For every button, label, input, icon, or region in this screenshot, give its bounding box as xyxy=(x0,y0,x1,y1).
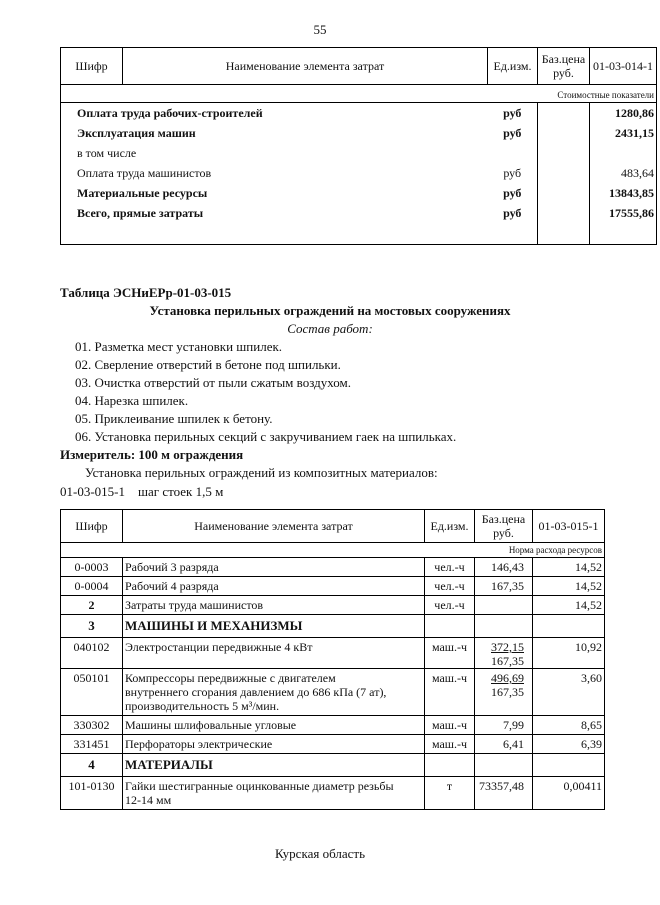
resource-row xyxy=(61,577,605,596)
resource-price-secondary: 167,35 xyxy=(491,685,524,699)
cost-row-value: 483,64 xyxy=(590,163,657,183)
resource-name xyxy=(123,669,425,716)
resource-name-line: Компрессоры передвижные с двигателем xyxy=(125,671,336,685)
resource-unit: маш.-ч xyxy=(425,735,475,754)
header-price-line2: руб. xyxy=(493,526,514,540)
header-price xyxy=(475,510,533,543)
section-heading: Установка перильных ограждений на мостовых сооружениях xyxy=(149,303,511,318)
header-unit: Ед.изм. xyxy=(488,48,538,85)
resource-price xyxy=(475,777,533,810)
cost-row-price xyxy=(538,123,590,143)
resource-price xyxy=(475,577,533,596)
resource-unit: маш.-ч xyxy=(425,638,475,669)
cost-row-price xyxy=(538,163,590,183)
cost-row xyxy=(61,143,657,163)
resource-name-line: МАШИНЫ И МЕХАНИЗМЫ xyxy=(125,618,303,633)
resource-price-value: 6,41 xyxy=(503,737,524,751)
cost-row-name: Всего, прямые затраты xyxy=(61,203,488,223)
cost-row-unit: руб xyxy=(488,163,538,183)
header-unit: Ед.изм. xyxy=(425,510,475,543)
resource-unit: чел.-ч xyxy=(425,558,475,577)
resource-name xyxy=(123,638,425,669)
cost-row xyxy=(61,183,657,203)
resource-value xyxy=(533,754,605,777)
cost-row-value: 2431,15 xyxy=(590,123,657,143)
resource-name xyxy=(123,596,425,615)
cost-row-price xyxy=(538,103,590,123)
resource-name-line: Рабочий 3 разряда xyxy=(125,560,219,574)
resource-price-secondary: 167,35 xyxy=(491,654,524,668)
table-title: Таблица ЭСНиЕРр-01-03-015 xyxy=(60,285,232,300)
resource-name xyxy=(123,777,425,810)
resource-row xyxy=(61,558,605,577)
cost-row xyxy=(61,163,657,183)
resource-code: 331451 xyxy=(61,735,123,754)
resource-name xyxy=(123,754,425,777)
subheader-label: Стоимостные показатели xyxy=(61,85,657,103)
resource-price-value: 167,35 xyxy=(491,579,524,593)
resource-code: 330302 xyxy=(61,716,123,735)
resource-value: 14,52 xyxy=(533,596,605,615)
resource-name xyxy=(123,716,425,735)
cost-row-unit: руб xyxy=(488,203,538,223)
resource-name-line: внутреннего сгорания давлением до 686 кПа (7 ат), xyxy=(125,685,387,699)
resource-price xyxy=(475,716,533,735)
resource-row xyxy=(61,735,605,754)
resource-price xyxy=(475,754,533,777)
resource-name-line: МАТЕРИАЛЫ xyxy=(125,757,213,772)
cost-table-subheader xyxy=(61,85,657,103)
resource-value: 3,60 xyxy=(533,669,605,716)
resource-price xyxy=(475,669,533,716)
header-name: Наименование элемента затрат xyxy=(123,510,425,543)
resource-code: 040102 xyxy=(61,638,123,669)
resource-code: 4 xyxy=(61,754,123,777)
header-code: Шифр xyxy=(61,510,123,543)
resource-value: 14,52 xyxy=(533,558,605,577)
resource-row xyxy=(61,638,605,669)
resource-name xyxy=(123,577,425,596)
cost-table-bottom xyxy=(61,223,657,245)
resource-name-line: Затраты труда машинистов xyxy=(125,598,264,612)
cost-row-name: Материальные ресурсы xyxy=(61,183,488,203)
cost-table-header xyxy=(61,48,657,85)
resource-name-line: производительность 5 м³/мин. xyxy=(125,699,280,713)
resource-price-value: 372,15 xyxy=(491,640,524,654)
resource-unit: маш.-ч xyxy=(425,669,475,716)
header-code-column: 01-03-015-1 xyxy=(533,510,605,543)
cost-row-unit xyxy=(488,143,538,163)
resource-code: 050101 xyxy=(61,669,123,716)
resource-price-value: 73357,48 xyxy=(479,779,524,793)
work-item: 01. Разметка мест установки шпилек. xyxy=(75,339,283,354)
work-item: 04. Нарезка шпилек. xyxy=(75,393,189,408)
description-line: Установка перильных ограждений из композитных материалов: xyxy=(85,465,438,480)
resource-unit: чел.-ч xyxy=(425,596,475,615)
resource-unit xyxy=(425,754,475,777)
subheader-label: Норма расхода ресурсов xyxy=(61,543,605,558)
work-item: 06. Установка перильных секций с закручиванием гаек на шпильках. xyxy=(75,429,457,444)
cost-row-value: 17555,86 xyxy=(590,203,657,223)
resource-value: 0,00411 xyxy=(533,777,605,810)
cost-row-unit: руб xyxy=(488,103,538,123)
resource-name xyxy=(123,735,425,754)
header-price-line2: руб. xyxy=(553,66,574,80)
work-item: 05. Приклеивание шпилек к бетону. xyxy=(75,411,273,426)
resource-value: 14,52 xyxy=(533,577,605,596)
resource-name-line: Перфораторы электрические xyxy=(125,737,273,751)
resource-code: 3 xyxy=(61,615,123,638)
resource-value xyxy=(533,615,605,638)
cost-row-price xyxy=(538,183,590,203)
cost-row-value xyxy=(590,143,657,163)
cost-row-price xyxy=(538,203,590,223)
resource-code: 0-0003 xyxy=(61,558,123,577)
section-row xyxy=(61,754,605,777)
resource-row xyxy=(61,716,605,735)
resource-row xyxy=(61,777,605,810)
work-item: 02. Сверление отверстий в бетоне под шпильки. xyxy=(75,357,341,372)
resource-name-line: Рабочий 4 разряда xyxy=(125,579,219,593)
resource-name-line: Машины шлифовальные угловые xyxy=(125,718,297,732)
cost-row-value: 13843,85 xyxy=(590,183,657,203)
resource-price xyxy=(475,558,533,577)
resource-unit xyxy=(425,615,475,638)
header-price xyxy=(538,48,590,85)
header-code: Шифр xyxy=(61,48,123,85)
resource-price-value: 146,43 xyxy=(491,560,524,574)
resource-value: 6,39 xyxy=(533,735,605,754)
resource-name-line: 12-14 мм xyxy=(125,793,172,807)
resource-value: 10,92 xyxy=(533,638,605,669)
header-name: Наименование элемента затрат xyxy=(123,48,488,85)
resource-value: 8,65 xyxy=(533,716,605,735)
work-item: 03. Очистка отверстий от пыли сжатым воздухом. xyxy=(75,375,351,390)
resources-table xyxy=(60,509,605,810)
meter-line: Измеритель: 100 м ограждения xyxy=(60,447,244,462)
section-row xyxy=(61,615,605,638)
footer-region: Курская область xyxy=(274,846,365,861)
cost-row-unit: руб xyxy=(488,123,538,143)
variant-line: 01-03-015-1 шаг стоек 1,5 м xyxy=(60,484,224,499)
cost-row-unit: руб xyxy=(488,183,538,203)
section-subheading: Состав работ: xyxy=(287,321,373,336)
cost-row-name: в том числе xyxy=(61,143,488,163)
resources-table-header xyxy=(61,510,605,543)
header-price-line1: Баз.цена xyxy=(481,512,526,526)
resource-name-line: Гайки шестигранные оцинкованные диаметр резьбы xyxy=(125,779,394,793)
resource-unit: т xyxy=(425,777,475,810)
resources-table-subheader xyxy=(61,543,605,558)
cost-row-name: Оплата труда машинистов xyxy=(61,163,488,183)
resource-price xyxy=(475,596,533,615)
header-code-column: 01-03-014-1 xyxy=(590,48,657,85)
cost-row-name: Оплата труда рабочих-строителей xyxy=(61,103,488,123)
resource-name-line: Электростанции передвижные 4 кВт xyxy=(125,640,313,654)
resource-code: 101-0130 xyxy=(61,777,123,810)
resource-name xyxy=(123,558,425,577)
resource-row xyxy=(61,596,605,615)
cost-table xyxy=(60,47,657,245)
resource-price xyxy=(475,638,533,669)
works-list xyxy=(75,338,456,446)
cost-row-price xyxy=(538,143,590,163)
cost-row xyxy=(61,103,657,123)
cost-row xyxy=(61,123,657,143)
resource-code: 2 xyxy=(61,596,123,615)
resource-price-value: 496,69 xyxy=(491,671,524,685)
resource-row xyxy=(61,669,605,716)
resource-name xyxy=(123,615,425,638)
resource-price xyxy=(475,615,533,638)
page-number: 55 xyxy=(313,22,327,37)
resource-code: 0-0004 xyxy=(61,577,123,596)
header-price-line1: Баз.цена xyxy=(541,52,586,66)
resource-unit: маш.-ч xyxy=(425,716,475,735)
cost-row-value: 1280,86 xyxy=(590,103,657,123)
resource-unit: чел.-ч xyxy=(425,577,475,596)
resource-price-value: 7,99 xyxy=(503,718,524,732)
cost-row-name: Эксплуатация машин xyxy=(61,123,488,143)
cost-row xyxy=(61,203,657,223)
resource-price xyxy=(475,735,533,754)
